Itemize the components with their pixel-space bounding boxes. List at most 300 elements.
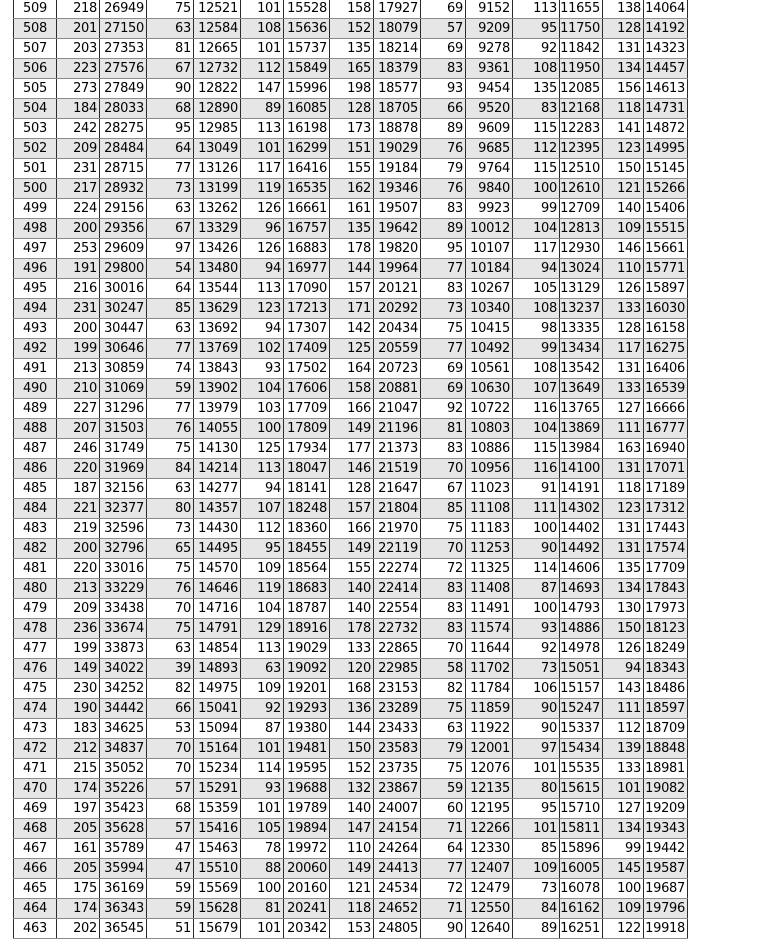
- table-cell[interactable]: 199: [57, 639, 100, 659]
- table-cell[interactable]: 15528: [284, 0, 330, 19]
- table-cell[interactable]: 83: [421, 599, 466, 619]
- table-cell[interactable]: 81: [421, 419, 466, 439]
- table-cell[interactable]: 11023: [466, 479, 513, 499]
- table-cell[interactable]: 123: [603, 139, 644, 159]
- table-cell[interactable]: 22732: [374, 619, 421, 639]
- table-cell[interactable]: 17809: [284, 419, 330, 439]
- table-cell[interactable]: 89: [421, 219, 466, 239]
- table-cell[interactable]: 149: [330, 539, 374, 559]
- table-cell[interactable]: 101: [513, 819, 560, 839]
- table-cell[interactable]: 24534: [374, 879, 421, 899]
- table-cell[interactable]: 20060: [284, 859, 330, 879]
- table-cell[interactable]: 23583: [374, 739, 421, 759]
- table-cell[interactable]: 63: [147, 19, 194, 39]
- table-cell[interactable]: 10803: [466, 419, 513, 439]
- table-cell[interactable]: 22119: [374, 539, 421, 559]
- table-cell[interactable]: 64: [147, 279, 194, 299]
- table-cell[interactable]: 20160: [284, 879, 330, 899]
- table-cell[interactable]: 18123: [644, 619, 688, 639]
- table-cell[interactable]: 16757: [284, 219, 330, 239]
- table-cell[interactable]: 91: [513, 479, 560, 499]
- table-cell[interactable]: 76: [421, 139, 466, 159]
- table-cell[interactable]: 133: [603, 379, 644, 399]
- table-cell[interactable]: 11253: [466, 539, 513, 559]
- table-cell[interactable]: 131: [603, 539, 644, 559]
- table-cell[interactable]: 83: [513, 99, 560, 119]
- table-cell[interactable]: 19820: [374, 239, 421, 259]
- table-cell[interactable]: 132: [330, 779, 374, 799]
- table-cell[interactable]: 13692: [194, 319, 241, 339]
- score-cell[interactable]: 487: [14, 439, 57, 459]
- table-cell[interactable]: 14277: [194, 479, 241, 499]
- table-cell[interactable]: 10340: [466, 299, 513, 319]
- table-cell[interactable]: 110: [330, 839, 374, 859]
- table-cell[interactable]: 218: [57, 0, 100, 19]
- table-cell[interactable]: 155: [330, 559, 374, 579]
- table-cell[interactable]: 129: [241, 619, 284, 639]
- table-cell[interactable]: 19029: [374, 139, 421, 159]
- table-cell[interactable]: 173: [330, 119, 374, 139]
- table-cell[interactable]: 34837: [100, 739, 147, 759]
- table-cell[interactable]: 12479: [466, 879, 513, 899]
- score-cell[interactable]: 473: [14, 719, 57, 739]
- table-cell[interactable]: 15266: [644, 179, 688, 199]
- table-cell[interactable]: 127: [603, 399, 644, 419]
- table-cell[interactable]: 68: [147, 99, 194, 119]
- table-cell[interactable]: 9685: [466, 139, 513, 159]
- table-cell[interactable]: 93: [513, 619, 560, 639]
- table-cell[interactable]: 70: [147, 759, 194, 779]
- score-cell[interactable]: 483: [14, 519, 57, 539]
- table-cell[interactable]: 73: [513, 879, 560, 899]
- table-cell[interactable]: 140: [330, 599, 374, 619]
- table-cell[interactable]: 24805: [374, 919, 421, 939]
- table-cell[interactable]: 12510: [560, 159, 603, 179]
- table-cell[interactable]: 16299: [284, 139, 330, 159]
- table-cell[interactable]: 110: [603, 259, 644, 279]
- table-cell[interactable]: 13434: [560, 339, 603, 359]
- table-cell[interactable]: 224: [57, 199, 100, 219]
- table-cell[interactable]: 83: [421, 579, 466, 599]
- table-cell[interactable]: 17973: [644, 599, 688, 619]
- table-cell[interactable]: 14975: [194, 679, 241, 699]
- score-cell[interactable]: 496: [14, 259, 57, 279]
- score-cell[interactable]: 504: [14, 99, 57, 119]
- table-cell[interactable]: 18597: [644, 699, 688, 719]
- table-cell[interactable]: 99: [513, 199, 560, 219]
- table-cell[interactable]: 15145: [644, 159, 688, 179]
- score-cell[interactable]: 474: [14, 699, 57, 719]
- table-cell[interactable]: 109: [603, 219, 644, 239]
- table-cell[interactable]: 217: [57, 179, 100, 199]
- table-cell[interactable]: 92: [421, 399, 466, 419]
- table-cell[interactable]: 76: [147, 419, 194, 439]
- table-cell[interactable]: 143: [603, 679, 644, 699]
- table-cell[interactable]: 76: [147, 579, 194, 599]
- table-cell[interactable]: 9609: [466, 119, 513, 139]
- table-cell[interactable]: 116: [513, 459, 560, 479]
- table-cell[interactable]: 22865: [374, 639, 421, 659]
- score-cell[interactable]: 492: [14, 339, 57, 359]
- table-cell[interactable]: 128: [330, 479, 374, 499]
- table-cell[interactable]: 227: [57, 399, 100, 419]
- score-cell[interactable]: 488: [14, 419, 57, 439]
- table-cell[interactable]: 166: [330, 399, 374, 419]
- table-cell[interactable]: 152: [330, 759, 374, 779]
- table-cell[interactable]: 207: [57, 419, 100, 439]
- table-cell[interactable]: 128: [603, 319, 644, 339]
- table-cell[interactable]: 31069: [100, 379, 147, 399]
- table-cell[interactable]: 21519: [374, 459, 421, 479]
- table-cell[interactable]: 53: [147, 719, 194, 739]
- table-cell[interactable]: 230: [57, 679, 100, 699]
- table-cell[interactable]: 158: [330, 379, 374, 399]
- table-cell[interactable]: 16535: [284, 179, 330, 199]
- table-cell[interactable]: 13262: [194, 199, 241, 219]
- table-cell[interactable]: 199: [57, 339, 100, 359]
- table-cell[interactable]: 18916: [284, 619, 330, 639]
- table-cell[interactable]: 70: [147, 739, 194, 759]
- score-cell[interactable]: 467: [14, 839, 57, 859]
- table-cell[interactable]: 101: [241, 139, 284, 159]
- table-cell[interactable]: 171: [330, 299, 374, 319]
- table-cell[interactable]: 116: [513, 399, 560, 419]
- table-cell[interactable]: 14457: [644, 59, 688, 79]
- table-cell[interactable]: 13329: [194, 219, 241, 239]
- table-cell[interactable]: 15535: [560, 759, 603, 779]
- table-cell[interactable]: 96: [241, 219, 284, 239]
- table-cell[interactable]: 118: [330, 899, 374, 919]
- table-cell[interactable]: 36343: [100, 899, 147, 919]
- table-cell[interactable]: 20292: [374, 299, 421, 319]
- table-cell[interactable]: 15416: [194, 819, 241, 839]
- table-cell[interactable]: 111: [603, 699, 644, 719]
- table-cell[interactable]: 15406: [644, 199, 688, 219]
- table-cell[interactable]: 18214: [374, 39, 421, 59]
- score-cell[interactable]: 464: [14, 899, 57, 919]
- table-cell[interactable]: 97: [147, 239, 194, 259]
- table-cell[interactable]: 210: [57, 379, 100, 399]
- table-cell[interactable]: 9764: [466, 159, 513, 179]
- table-cell[interactable]: 13199: [194, 179, 241, 199]
- table-cell[interactable]: 108: [513, 299, 560, 319]
- table-cell[interactable]: 63: [241, 659, 284, 679]
- table-cell[interactable]: 15661: [644, 239, 688, 259]
- table-cell[interactable]: 13765: [560, 399, 603, 419]
- table-cell[interactable]: 13049: [194, 139, 241, 159]
- table-cell[interactable]: 13129: [560, 279, 603, 299]
- table-cell[interactable]: 105: [513, 279, 560, 299]
- table-cell[interactable]: 111: [603, 419, 644, 439]
- table-cell[interactable]: 20881: [374, 379, 421, 399]
- table-cell[interactable]: 13843: [194, 359, 241, 379]
- table-cell[interactable]: 77: [147, 399, 194, 419]
- table-cell[interactable]: 131: [603, 459, 644, 479]
- table-cell[interactable]: 12135: [466, 779, 513, 799]
- table-cell[interactable]: 19964: [374, 259, 421, 279]
- table-cell[interactable]: 15359: [194, 799, 241, 819]
- table-cell[interactable]: 168: [330, 679, 374, 699]
- table-cell[interactable]: 17606: [284, 379, 330, 399]
- table-cell[interactable]: 33229: [100, 579, 147, 599]
- table-cell[interactable]: 92: [513, 639, 560, 659]
- table-cell[interactable]: 59: [147, 379, 194, 399]
- table-cell[interactable]: 17843: [644, 579, 688, 599]
- table-cell[interactable]: 20342: [284, 919, 330, 939]
- score-cell[interactable]: 491: [14, 359, 57, 379]
- table-cell[interactable]: 12266: [466, 819, 513, 839]
- table-cell[interactable]: 14402: [560, 519, 603, 539]
- table-cell[interactable]: 14302: [560, 499, 603, 519]
- table-cell[interactable]: 128: [603, 19, 644, 39]
- table-cell[interactable]: 101: [241, 739, 284, 759]
- table-cell[interactable]: 70: [421, 539, 466, 559]
- table-cell[interactable]: 9520: [466, 99, 513, 119]
- table-cell[interactable]: 31296: [100, 399, 147, 419]
- table-cell[interactable]: 144: [330, 719, 374, 739]
- table-cell[interactable]: 14872: [644, 119, 688, 139]
- table-cell[interactable]: 12709: [560, 199, 603, 219]
- table-cell[interactable]: 231: [57, 159, 100, 179]
- score-cell[interactable]: 498: [14, 219, 57, 239]
- table-cell[interactable]: 109: [513, 859, 560, 879]
- table-cell[interactable]: 12407: [466, 859, 513, 879]
- table-cell[interactable]: 15463: [194, 839, 241, 859]
- table-cell[interactable]: 104: [513, 419, 560, 439]
- table-cell[interactable]: 15515: [644, 219, 688, 239]
- table-cell[interactable]: 73: [147, 519, 194, 539]
- table-cell[interactable]: 121: [603, 179, 644, 199]
- score-cell[interactable]: 501: [14, 159, 57, 179]
- table-cell[interactable]: 11655: [560, 0, 603, 19]
- table-cell[interactable]: 12550: [466, 899, 513, 919]
- table-cell[interactable]: 81: [241, 899, 284, 919]
- table-cell[interactable]: 18379: [374, 59, 421, 79]
- table-cell[interactable]: 178: [330, 619, 374, 639]
- table-cell[interactable]: 16085: [284, 99, 330, 119]
- table-cell[interactable]: 70: [147, 599, 194, 619]
- table-cell[interactable]: 118: [603, 479, 644, 499]
- table-cell[interactable]: 16539: [644, 379, 688, 399]
- table-cell[interactable]: 18683: [284, 579, 330, 599]
- table-cell[interactable]: 15615: [560, 779, 603, 799]
- table-cell[interactable]: 119: [241, 179, 284, 199]
- table-cell[interactable]: 77: [421, 339, 466, 359]
- table-cell[interactable]: 133: [603, 759, 644, 779]
- table-cell[interactable]: 104: [513, 219, 560, 239]
- table-cell[interactable]: 10630: [466, 379, 513, 399]
- table-cell[interactable]: 11922: [466, 719, 513, 739]
- table-cell[interactable]: 29156: [100, 199, 147, 219]
- table-cell[interactable]: 114: [241, 759, 284, 779]
- table-cell[interactable]: 90: [513, 699, 560, 719]
- table-cell[interactable]: 18047: [284, 459, 330, 479]
- table-cell[interactable]: 85: [421, 499, 466, 519]
- table-cell[interactable]: 125: [241, 439, 284, 459]
- table-cell[interactable]: 21196: [374, 419, 421, 439]
- table-cell[interactable]: 166: [330, 519, 374, 539]
- table-cell[interactable]: 75: [421, 319, 466, 339]
- table-cell[interactable]: 16198: [284, 119, 330, 139]
- table-cell[interactable]: 78: [241, 839, 284, 859]
- table-cell[interactable]: 19209: [644, 799, 688, 819]
- table-cell[interactable]: 115: [513, 439, 560, 459]
- table-cell[interactable]: 15157: [560, 679, 603, 699]
- table-cell[interactable]: 131: [603, 39, 644, 59]
- table-cell[interactable]: 15996: [284, 79, 330, 99]
- table-cell[interactable]: 128: [330, 99, 374, 119]
- table-cell[interactable]: 12330: [466, 839, 513, 859]
- table-cell[interactable]: 33438: [100, 599, 147, 619]
- table-cell[interactable]: 12930: [560, 239, 603, 259]
- table-cell[interactable]: 18455: [284, 539, 330, 559]
- table-cell[interactable]: 57: [147, 819, 194, 839]
- score-cell[interactable]: 505: [14, 79, 57, 99]
- table-cell[interactable]: 140: [603, 199, 644, 219]
- table-cell[interactable]: 77: [147, 339, 194, 359]
- table-cell[interactable]: 14130: [194, 439, 241, 459]
- table-cell[interactable]: 161: [57, 839, 100, 859]
- table-cell[interactable]: 141: [603, 119, 644, 139]
- table-cell[interactable]: 11750: [560, 19, 603, 39]
- table-cell[interactable]: 134: [603, 819, 644, 839]
- table-cell[interactable]: 12001: [466, 739, 513, 759]
- table-cell[interactable]: 109: [603, 899, 644, 919]
- table-cell[interactable]: 22985: [374, 659, 421, 679]
- table-cell[interactable]: 14430: [194, 519, 241, 539]
- table-cell[interactable]: 12985: [194, 119, 241, 139]
- table-cell[interactable]: 24264: [374, 839, 421, 859]
- table-cell[interactable]: 77: [147, 159, 194, 179]
- table-cell[interactable]: 19082: [644, 779, 688, 799]
- score-cell[interactable]: 499: [14, 199, 57, 219]
- table-cell[interactable]: 67: [147, 219, 194, 239]
- table-cell[interactable]: 75: [147, 439, 194, 459]
- table-cell[interactable]: 231: [57, 299, 100, 319]
- table-cell[interactable]: 100: [241, 419, 284, 439]
- table-cell[interactable]: 126: [603, 639, 644, 659]
- table-cell[interactable]: 15849: [284, 59, 330, 79]
- table-cell[interactable]: 113: [241, 639, 284, 659]
- table-cell[interactable]: 198: [330, 79, 374, 99]
- table-cell[interactable]: 10492: [466, 339, 513, 359]
- table-cell[interactable]: 59: [147, 899, 194, 919]
- table-cell[interactable]: 74: [147, 359, 194, 379]
- table-cell[interactable]: 75: [421, 699, 466, 719]
- table-cell[interactable]: 85: [147, 299, 194, 319]
- table-cell[interactable]: 253: [57, 239, 100, 259]
- table-cell[interactable]: 15041: [194, 699, 241, 719]
- table-cell[interactable]: 93: [241, 779, 284, 799]
- table-cell[interactable]: 83: [421, 199, 466, 219]
- table-cell[interactable]: 29609: [100, 239, 147, 259]
- table-cell[interactable]: 11842: [560, 39, 603, 59]
- table-cell[interactable]: 92: [241, 699, 284, 719]
- score-cell[interactable]: 485: [14, 479, 57, 499]
- table-cell[interactable]: 197: [57, 799, 100, 819]
- table-cell[interactable]: 10184: [466, 259, 513, 279]
- table-cell[interactable]: 9840: [466, 179, 513, 199]
- score-cell[interactable]: 468: [14, 819, 57, 839]
- table-cell[interactable]: 126: [603, 279, 644, 299]
- table-cell[interactable]: 70: [421, 459, 466, 479]
- score-cell[interactable]: 484: [14, 499, 57, 519]
- table-cell[interactable]: 121: [330, 879, 374, 899]
- table-cell[interactable]: 94: [513, 259, 560, 279]
- table-cell[interactable]: 14192: [644, 19, 688, 39]
- table-cell[interactable]: 14793: [560, 599, 603, 619]
- table-cell[interactable]: 19687: [644, 879, 688, 899]
- table-cell[interactable]: 98: [513, 319, 560, 339]
- score-cell[interactable]: 471: [14, 759, 57, 779]
- table-cell[interactable]: 14978: [560, 639, 603, 659]
- table-cell[interactable]: 17709: [644, 559, 688, 579]
- table-cell[interactable]: 80: [513, 779, 560, 799]
- table-cell[interactable]: 14886: [560, 619, 603, 639]
- table-cell[interactable]: 150: [330, 739, 374, 759]
- table-cell[interactable]: 35423: [100, 799, 147, 819]
- table-cell[interactable]: 147: [241, 79, 284, 99]
- table-cell[interactable]: 27150: [100, 19, 147, 39]
- table-cell[interactable]: 19481: [284, 739, 330, 759]
- table-cell[interactable]: 111: [513, 499, 560, 519]
- table-cell[interactable]: 69: [421, 359, 466, 379]
- table-cell[interactable]: 14693: [560, 579, 603, 599]
- table-cell[interactable]: 163: [603, 439, 644, 459]
- table-cell[interactable]: 15234: [194, 759, 241, 779]
- table-cell[interactable]: 9209: [466, 19, 513, 39]
- table-cell[interactable]: 23153: [374, 679, 421, 699]
- table-cell[interactable]: 146: [330, 459, 374, 479]
- table-cell[interactable]: 15811: [560, 819, 603, 839]
- table-cell[interactable]: 20723: [374, 359, 421, 379]
- table-cell[interactable]: 35628: [100, 819, 147, 839]
- table-cell[interactable]: 14791: [194, 619, 241, 639]
- table-cell[interactable]: 39: [147, 659, 194, 679]
- table-cell[interactable]: 131: [603, 519, 644, 539]
- table-cell[interactable]: 15247: [560, 699, 603, 719]
- table-cell[interactable]: 99: [513, 339, 560, 359]
- table-cell[interactable]: 17090: [284, 279, 330, 299]
- table-cell[interactable]: 95: [241, 539, 284, 559]
- table-cell[interactable]: 112: [513, 139, 560, 159]
- table-cell[interactable]: 178: [330, 239, 374, 259]
- table-cell[interactable]: 14323: [644, 39, 688, 59]
- table-cell[interactable]: 213: [57, 359, 100, 379]
- table-cell[interactable]: 17574: [644, 539, 688, 559]
- table-cell[interactable]: 64: [147, 139, 194, 159]
- table-cell[interactable]: 75: [421, 759, 466, 779]
- table-cell[interactable]: 13480: [194, 259, 241, 279]
- score-cell[interactable]: 475: [14, 679, 57, 699]
- table-cell[interactable]: 82: [147, 679, 194, 699]
- table-cell[interactable]: 95: [513, 799, 560, 819]
- table-cell[interactable]: 13126: [194, 159, 241, 179]
- score-cell[interactable]: 489: [14, 399, 57, 419]
- table-cell[interactable]: 18249: [644, 639, 688, 659]
- table-cell[interactable]: 133: [603, 299, 644, 319]
- table-cell[interactable]: 16005: [560, 859, 603, 879]
- table-cell[interactable]: 144: [330, 259, 374, 279]
- table-cell[interactable]: 216: [57, 279, 100, 299]
- table-cell[interactable]: 16416: [284, 159, 330, 179]
- table-cell[interactable]: 18709: [644, 719, 688, 739]
- table-cell[interactable]: 10107: [466, 239, 513, 259]
- table-cell[interactable]: 190: [57, 699, 100, 719]
- table-cell[interactable]: 101: [241, 919, 284, 939]
- table-cell[interactable]: 14731: [644, 99, 688, 119]
- table-cell[interactable]: 79: [421, 159, 466, 179]
